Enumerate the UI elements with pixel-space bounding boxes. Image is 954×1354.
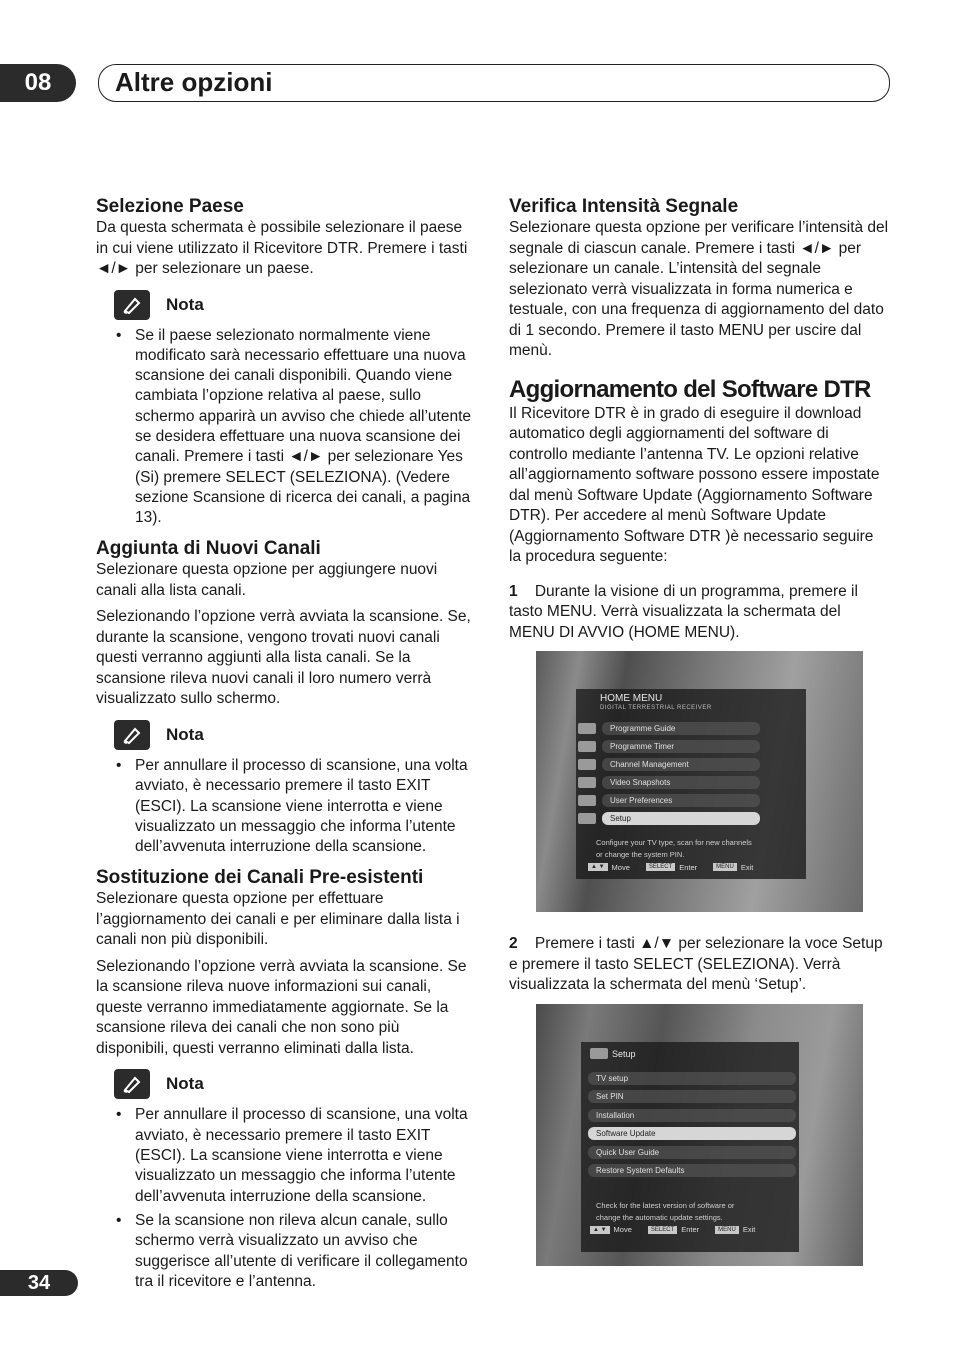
step-text: Durante la visione di un programma, premere il tasto MENU. Verrà visualizzata la schermata del MENU DI AVVIO (HOME MENU).	[509, 582, 858, 641]
help-line: Configure your TV type, scan for new channels	[596, 838, 752, 847]
right-column	[509, 196, 889, 1266]
menu-key: MENU	[715, 1226, 739, 1234]
section-heading: Selezione Paese	[96, 196, 244, 217]
menu-item[interactable]: Programme Timer	[602, 740, 760, 753]
section-body: Selezionando l’opzione verrà avviata la scansione. Se la scansione rileva nuove informazioni sui canali, queste verranno immediatamente aggiornate. Se la scansione rileva dei canali che non sono più disponibili, questi verranno eliminati dalla lista.	[96, 957, 467, 1057]
note-list	[96, 1105, 474, 1292]
help-text	[596, 1200, 734, 1224]
step-2	[509, 934, 889, 996]
move-key: ▲ ▼	[590, 1226, 610, 1234]
section-body: Selezionando l’opzione verrà avviata la scansione. Se, durante la scansione, vengono trovati nuovi canali questi verranno aggiunti alla lista canali. Se la scansione rileva nuovi canali il loro numero verrà visualizzato sullo schermo.	[96, 608, 471, 708]
select-key: SELECT	[646, 863, 675, 871]
chapter-header	[98, 64, 890, 102]
legend-move: Move	[613, 1225, 632, 1234]
setup-icon	[590, 1048, 608, 1059]
menu-key: MENU	[713, 863, 737, 871]
page-number: 34	[0, 1270, 78, 1296]
menu-item[interactable]: Restore System Defaults	[588, 1164, 796, 1177]
move-key: ▲ ▼	[588, 863, 608, 871]
menu-item-icon	[578, 795, 596, 806]
menu-title: HOME MENU	[600, 693, 663, 704]
help-text	[596, 837, 752, 861]
home-menu-screenshot	[536, 651, 863, 912]
step-number: 1	[509, 582, 518, 600]
chapter-title: Altre opzioni	[115, 67, 273, 97]
menu-item[interactable]: Software Update	[588, 1127, 796, 1140]
menu-item[interactable]: User Preferences	[602, 794, 760, 807]
menu-item-icon	[578, 759, 596, 770]
menu-legend	[588, 862, 753, 872]
menu-title: Setup	[612, 1048, 636, 1059]
note-bullet: • Per annullare il processo di scansione, una volta avviato, è necessario premere il tasto EXIT (ESCI). La scansione viene interrotta e viene visualizzato un messaggio che informa l’utente dell’avvenuta interruzione della scansione.	[116, 1105, 474, 1206]
note-box	[114, 290, 474, 320]
section-body: Selezionare questa opzione per aggiungere nuovi canali alla lista canali.	[96, 561, 438, 599]
pencil-icon	[114, 290, 150, 320]
note-label: Nota	[166, 294, 204, 314]
step-number: 2	[509, 935, 518, 952]
legend-enter: Enter	[681, 1225, 700, 1234]
section-heading: Aggiunta di Nuovi Canali	[96, 538, 321, 560]
note-box	[114, 1069, 474, 1099]
menu-subtitle: DIGITAL TERRESTRIAL RECEIVER	[600, 705, 712, 711]
step-1	[509, 582, 889, 644]
chapter-number: 08	[0, 64, 76, 102]
note-label: Nota	[166, 724, 204, 744]
section-title: Aggiornamento del Software DTR	[509, 375, 871, 403]
menu-item-icon	[578, 723, 596, 734]
setup-menu-screenshot	[536, 1004, 863, 1266]
section-body: Da questa schermata è possibile selezionare il paese in cui viene utilizzato il Ricevitore DTR. Premere i tasti ◄/► per selezionare un paese.	[96, 219, 468, 277]
legend-exit: Exit	[742, 1225, 756, 1234]
note-box	[114, 720, 474, 750]
menu-item[interactable]: Set PIN	[588, 1090, 796, 1103]
help-line: or change the system PIN.	[596, 850, 685, 859]
menu-item[interactable]: Channel Management	[602, 758, 760, 771]
menu-item[interactable]: TV setup	[588, 1072, 796, 1085]
section-body: Selezionare questa opzione per effettuare l’aggiornamento dei canali e per eliminare dalla lista i canali non più disponibili.	[96, 890, 460, 949]
help-line: change the automatic update settings.	[596, 1212, 723, 1222]
menu-item[interactable]: Quick User Guide	[588, 1146, 796, 1159]
menu-item-icon	[578, 813, 596, 824]
menu-item[interactable]: Installation	[588, 1109, 796, 1122]
legend-move: Move	[611, 862, 630, 872]
legend-enter: Enter	[679, 862, 698, 872]
note-bullet: • Se il paese selezionato normalmente viene modificato sarà necessario effettuare una nuova scansione dei canali disponibili. Quando viene cambiata l’opzione relativa al paese, sullo schermo apparirà un avviso che chiede all’utente se desidera effettuare una nuova scansione dei canali. Premere i tasti ◄/► per selezionare Yes (Si) premere SELECT (SELEZIONA). (Vedere sezione Scansione di ricerca dei canali, a pagina 13).	[116, 326, 474, 529]
menu-legend	[590, 1225, 755, 1235]
legend-exit: Exit	[740, 862, 754, 872]
help-line: Check for the latest version of software or	[596, 1200, 735, 1210]
note-bullet: • Se la scansione non rileva alcun canale, sullo schermo verrà visualizzato un avviso che suggerisce all’utente di verificare il collegamento tra il ricevitore e l’antenna.	[116, 1211, 474, 1292]
menu-item[interactable]: Video Snapshots	[602, 776, 760, 789]
step-text: Premere i tasti ▲/▼ per selezionare la voce Setup e premere il tasto SELECT (SELEZIONA). Verrà visualizzata la schermata del menù ‘Setup’.	[509, 935, 883, 993]
pencil-icon	[114, 720, 150, 750]
menu-item[interactable]: Programme Guide	[602, 722, 760, 735]
menu-item-icon	[578, 777, 596, 788]
section-body: Il Ricevitore DTR è in grado di eseguire il download automatico degli aggiornamenti del software di controllo mediante l’antenna TV. Le opzioni relative all’aggiornamento software possono essere impostate dal menù Software Update (Aggiornamento Software DTR). Per accedere al menù Software Update (Aggiornamento Software DTR )è necessario seguire la procedura seguente:	[509, 404, 880, 565]
left-column	[96, 196, 474, 1292]
menu-item[interactable]: Setup	[602, 812, 760, 825]
section-heading: Verifica Intensità Segnale	[509, 196, 739, 217]
section-body: Selezionare questa opzione per verificare l’intensità del segnale di ciascun canale. Premere i tasti ◄/► per selezionare un canale. L’intensità del segnale selezionato verrà visualizzata in forma numerica e testuale, con una frequenza di aggiornamento del dato di 1 secondo. Premere il tasto MENU per uscire dal menù.	[509, 219, 889, 359]
note-label: Nota	[166, 1074, 204, 1094]
pencil-icon	[114, 1069, 150, 1099]
note-bullet: • Per annullare il processo di scansione, una volta avviato, è necessario premere il tasto EXIT (ESCI). La scansione viene interrotta e viene visualizzato un messaggio che informa l’utente dell’avvenuta interruzione della scansione.	[116, 756, 474, 857]
section-heading: Sostituzione dei Canali Pre-esistenti	[96, 867, 424, 889]
select-key: SELECT	[648, 1226, 677, 1234]
note-list	[96, 326, 474, 529]
note-list	[96, 756, 474, 857]
menu-item-icon	[578, 741, 596, 752]
